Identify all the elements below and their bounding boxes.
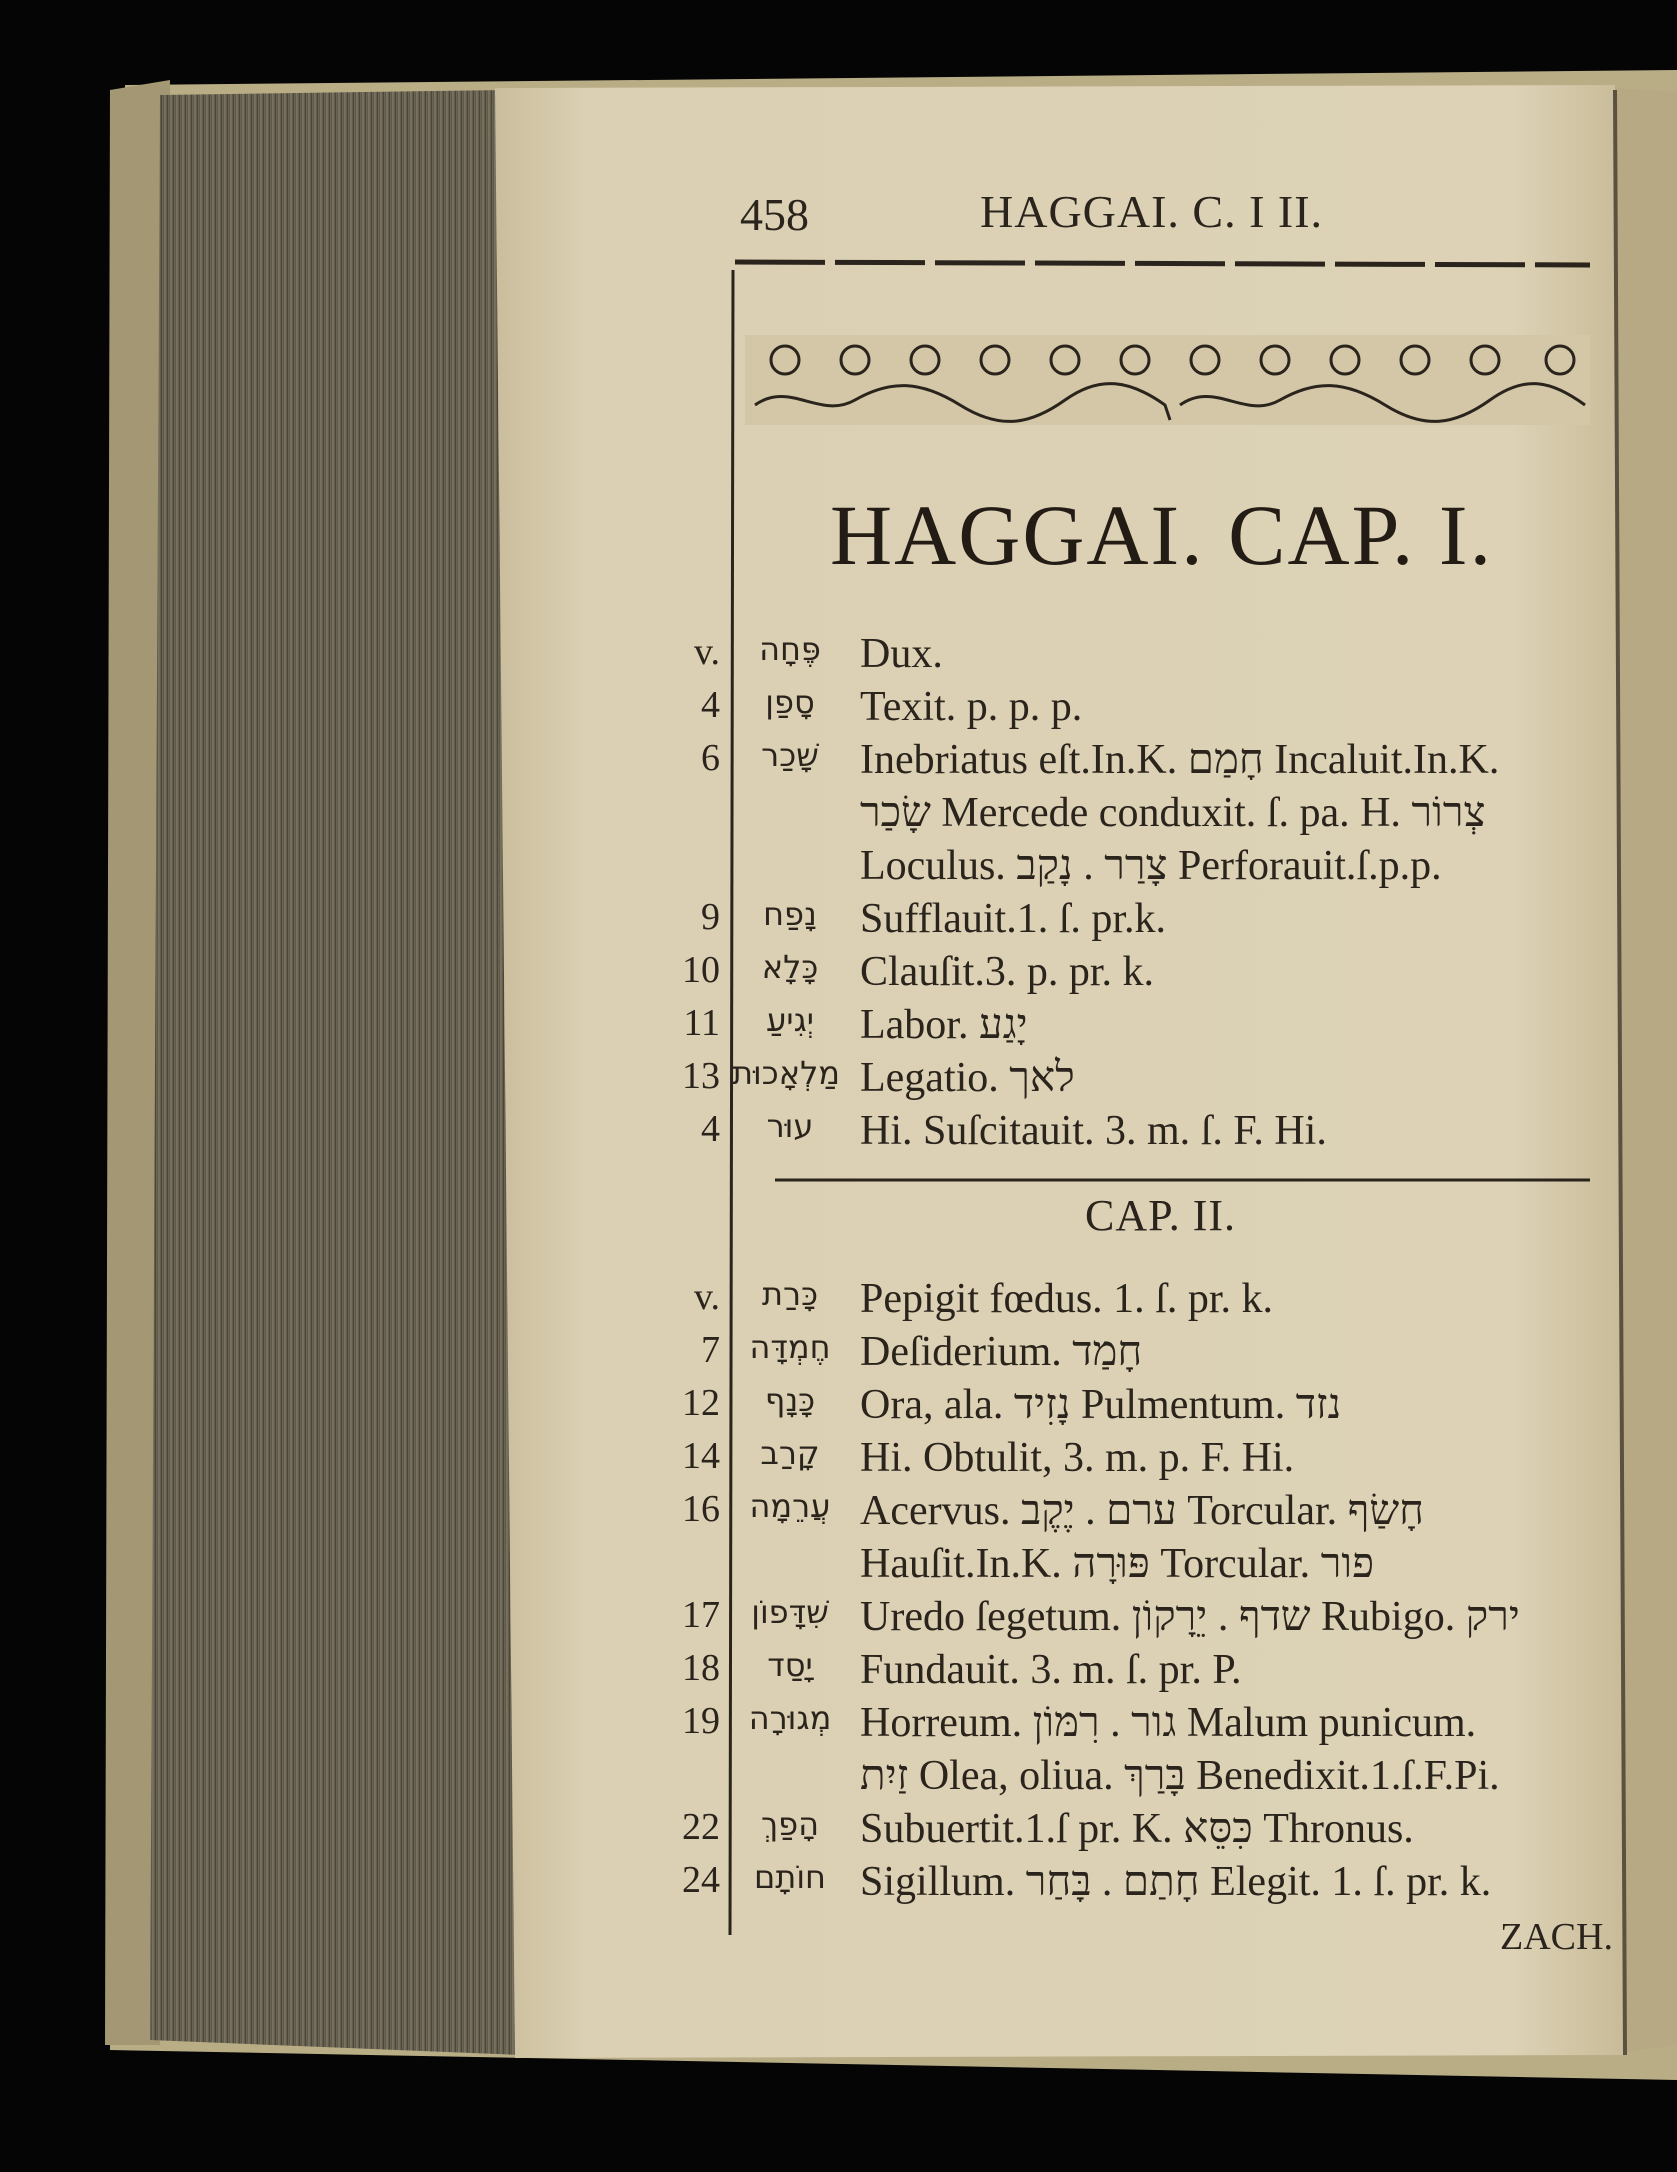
gloss-text: Inebriatus eſt.In.K. חָמַם Incaluit.In.K. [860, 737, 1500, 783]
glossary-row [640, 1275, 1600, 1323]
verse-number: 7 [701, 1329, 720, 1371]
gloss-text: Loculus. צָרַר . נָקַב Perforauit.ſ.p.p. [860, 843, 1442, 889]
page-title: HAGGAI. CAP. I. [830, 487, 1494, 583]
glossary-row [640, 1593, 1600, 1641]
chapter-two-heading: CAP. II. [1085, 1191, 1237, 1240]
glossary-row [640, 789, 1600, 837]
glossary-row [640, 1328, 1600, 1376]
verse-number: 4 [701, 1108, 720, 1150]
glossary-row [640, 1858, 1600, 1906]
verse-number: 11 [683, 1002, 720, 1044]
gloss-text: Dux. [860, 631, 943, 677]
gloss-text: Subuertit.1.ſ pr. K. כִּסֵּא Thronus. [860, 1806, 1414, 1852]
glossary-row [640, 842, 1600, 890]
glossary-row [640, 1107, 1600, 1155]
hebrew-lemma: שָׁכַר [761, 736, 819, 774]
hebrew-lemma: כָּרַת [761, 1275, 818, 1313]
hebrew-lemma: סָפַן [765, 683, 815, 721]
gloss-text: Texit. p. p. p. [860, 684, 1083, 730]
hebrew-lemma: הָפַךְ [760, 1805, 820, 1843]
hebrew-lemma: פֶּחָה [759, 630, 821, 668]
gloss-text: Hi. Obtulit, 3. m. p. F. Hi. [860, 1435, 1295, 1481]
glossary-row [640, 1646, 1600, 1694]
glossary-row [640, 1054, 1600, 1102]
verse-number: 17 [682, 1594, 720, 1636]
gloss-text: Acervus. ערם . יֶקֶב Torcular. חָשַׂף [860, 1488, 1424, 1534]
glossary-row [640, 1805, 1600, 1853]
page-edges [150, 90, 520, 2055]
verse-number: v. [693, 1276, 720, 1318]
header-rule [735, 262, 1590, 265]
glossary-row [640, 1001, 1600, 1049]
glossary-row [640, 1752, 1600, 1800]
verse-number: 6 [701, 737, 720, 779]
gloss-text: Sufflauit.1. ſ. pr.k. [860, 896, 1167, 942]
verse-number: 22 [682, 1806, 720, 1848]
gloss-text: Ora, ala. נָזִיד Pulmentum. נזד [860, 1382, 1342, 1428]
hebrew-lemma: שִׁדָּפוֹן [751, 1593, 829, 1631]
ornament-band [745, 335, 1590, 425]
verse-number: 14 [682, 1435, 720, 1477]
glossary-row [640, 1434, 1600, 1482]
glossary-row [640, 948, 1600, 996]
hebrew-lemma: כָּלָא [761, 948, 819, 986]
gloss-text: Hi. Suſcitauit. 3. m. ſ. F. Hi. [860, 1108, 1327, 1154]
gloss-text: Fundauit. 3. m. ſ. pr. P. [860, 1647, 1242, 1693]
gloss-text: Pepigit fœdus. 1. ſ. pr. k. [860, 1276, 1274, 1322]
hebrew-lemma: כָּנָף [764, 1381, 816, 1419]
verse-number: 24 [682, 1859, 720, 1901]
gloss-text: Horreum. גור . רִמּוֹן Malum punicum. [860, 1700, 1477, 1746]
gloss-text: Clauſit.3. p. pr. k. [860, 949, 1154, 995]
verse-number: 10 [682, 949, 720, 991]
verse-number: 13 [682, 1055, 720, 1097]
gloss-text: Labor. יָגַע [860, 1002, 1028, 1048]
hebrew-lemma: חֶמְדָּה [749, 1328, 831, 1366]
verse-number: 4 [701, 684, 720, 726]
verse-number: 19 [682, 1700, 720, 1742]
glossary-row [640, 895, 1600, 943]
gloss-text: Deſiderium. חָמַד [860, 1329, 1143, 1375]
hebrew-lemma: מְגוּרָה [748, 1699, 832, 1737]
glossary-row [640, 1487, 1600, 1535]
verse-number: 18 [682, 1647, 720, 1689]
hebrew-lemma: עֲרֵמָה [749, 1487, 831, 1525]
hebrew-lemma: עוּר [766, 1107, 814, 1145]
verse-number: v. [693, 631, 720, 673]
verse-number: 12 [682, 1382, 720, 1424]
gloss-text: שָׂכַר Mercede conduxit. ſ. pa. H. צְרוֹר [860, 790, 1486, 836]
glossary-row [640, 630, 1600, 678]
hebrew-lemma: קָרַב [760, 1434, 820, 1472]
hebrew-lemma: נָפַח [763, 895, 817, 933]
gloss-text: Uredo ſegetum. שדף . יֵרָקוֹן Rubigo. ירק [860, 1594, 1520, 1640]
verse-number: 9 [701, 896, 720, 938]
verse-number: 16 [682, 1488, 720, 1530]
hebrew-lemma: מַלְאָכוּת [732, 1054, 840, 1092]
glossary-row [640, 1699, 1600, 1747]
gloss-text: Hauſit.In.K. פּוּרָה Torcular. פור [860, 1541, 1375, 1587]
page-number: 458 [740, 189, 809, 240]
catchword: ZACH. [1500, 1916, 1613, 1958]
hebrew-lemma: יְגִיעַ [766, 1001, 814, 1039]
gloss-text: זַיִת Olea, oliua. בָּרַךְ Benedixit.1.ſ.F.Pi. [860, 1753, 1500, 1799]
glossary-row [640, 683, 1600, 731]
gloss-text: Sigillum. חָתַם . בָּחַר Elegit. 1. ſ. pr. k. [860, 1859, 1492, 1905]
gloss-text: Legatio. לאך [860, 1055, 1075, 1101]
glossary-row [640, 736, 1600, 784]
running-head: HAGGAI. C. I II. [980, 186, 1324, 237]
hebrew-lemma: יָסַד [767, 1646, 813, 1684]
glossary-row [640, 1381, 1600, 1429]
glossary-row [640, 1540, 1600, 1588]
hebrew-lemma: חוֹתָם [754, 1858, 826, 1896]
